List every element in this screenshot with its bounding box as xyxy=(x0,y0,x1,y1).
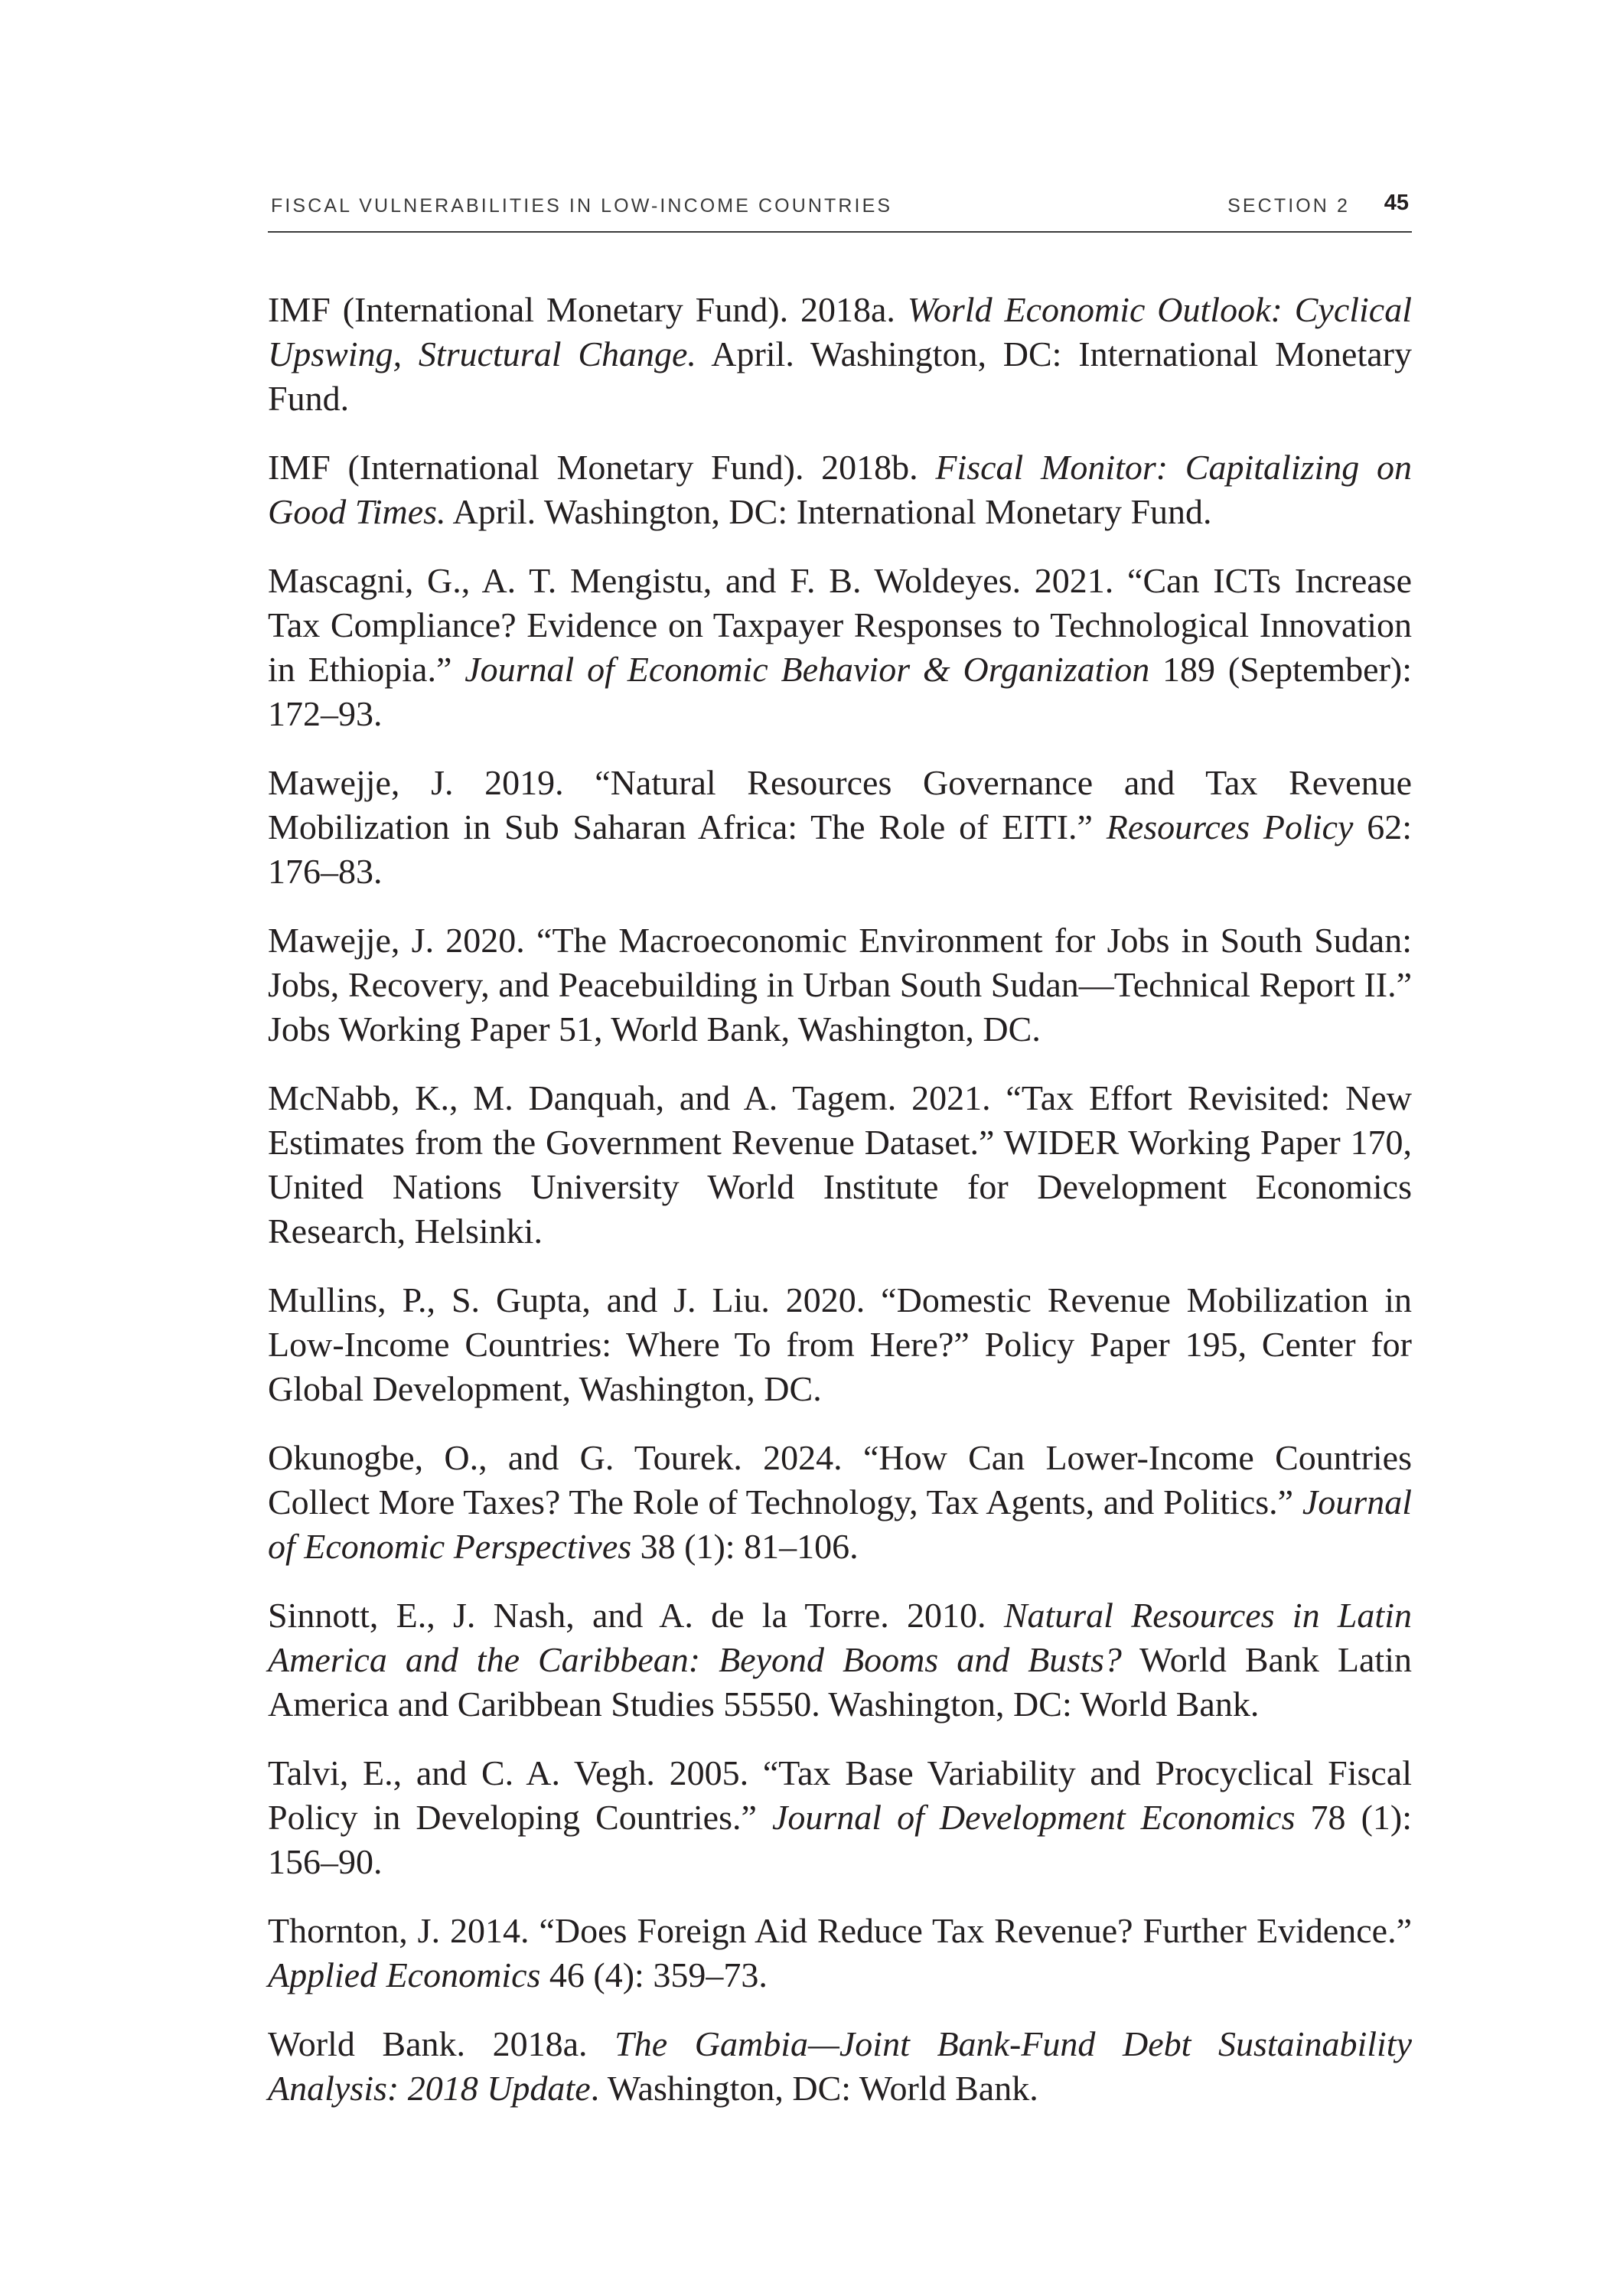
reference-title: Journal of Development Economics xyxy=(771,1798,1296,1837)
reference-entry xyxy=(268,1593,1412,1727)
reference-entry xyxy=(268,288,1412,421)
reference-details: 189 (September): 172–93. xyxy=(268,650,1412,733)
reference-entry xyxy=(268,445,1412,534)
reference-title: Applied Economics xyxy=(268,1955,541,1994)
reference-details: April. Washington, DC: International Monetary Fund. xyxy=(445,492,1212,531)
reference-text: World Bank. 2018a. xyxy=(268,2024,615,2063)
reference-text: Mullins, P., S. Gupta, and J. Liu. 2020. “Domestic Revenue Mobilization in Low-Income Countries: Where To from Here?” Policy Paper 195, Center for Global Development, Washington, DC. xyxy=(268,1280,1412,1408)
reference-title: The Gambia—Joint Bank-Fund Debt Sustainability Analysis: 2018 Update xyxy=(268,2024,1412,2108)
reference-title: Fiscal Monitor: Capitalizing on Good Times. xyxy=(268,448,1412,531)
reference-list xyxy=(268,288,1412,2135)
reference-entry xyxy=(268,1278,1412,1411)
reference-entry xyxy=(268,761,1412,894)
reference-details: 78 (1): 156–90. xyxy=(268,1798,1412,1881)
reference-details: April. Washington, DC: International Monetary Fund. xyxy=(268,334,1412,418)
reference-entry xyxy=(268,1076,1412,1254)
running-title: FISCAL VULNERABILITIES IN LOW-INCOME COUNTRIES xyxy=(271,195,893,217)
reference-title: World Economic Outlook: Cyclical Upswing, Structural Change. xyxy=(268,290,1412,373)
reference-entry xyxy=(268,1436,1412,1569)
reference-text: IMF (International Monetary Fund). 2018b. xyxy=(268,448,936,487)
reference-text: Okunogbe, O., and G. Tourek. 2024. “How Can Lower-Income Countries Collect More Taxes? The Role of Technology, Tax Agents, and Politics.” xyxy=(268,1438,1412,1521)
reference-text: Sinnott, E., J. Nash, and A. de la Torre. 2010. xyxy=(268,1596,1004,1635)
reference-text: Mawejje, J. 2019. “Natural Resources Governance and Tax Revenue Mobilization in Sub Saharan Africa: The Role of EITI.” xyxy=(268,763,1412,846)
reference-entry xyxy=(268,1909,1412,1998)
reference-title: Journal of Economic Perspectives xyxy=(268,1482,1412,1566)
page-number: 45 xyxy=(1384,191,1409,215)
reference-details: 38 (1): 81–106. xyxy=(631,1527,859,1566)
reference-text: Talvi, E., and C. A. Vegh. 2005. “Tax Base Variability and Procyclical Fiscal Policy in Developing Countries.” xyxy=(268,1753,1412,1837)
reference-text: Mascagni, G., A. T. Mengistu, and F. B. Woldeyes. 2021. “Can ICTs Increase Tax Compliance? Evidence on Taxpayer Responses to Technological Innovation in Ethiopia.” xyxy=(268,561,1412,689)
page-header xyxy=(268,181,1412,233)
reference-details: 62: 176–83. xyxy=(268,807,1413,891)
reference-text: Mawejje, J. 2020. “The Macroeconomic Environment for Jobs in South Sudan: Jobs, Recovery, and Peacebuilding in Urban South Sudan—Technical Report II.” Jobs Working Paper 51, World Bank, Washington, DC. xyxy=(268,921,1412,1049)
reference-entry xyxy=(268,559,1412,736)
reference-entry xyxy=(268,1751,1412,1884)
reference-text: Thornton, J. 2014. “Does Foreign Aid Reduce Tax Revenue? Further Evidence.” xyxy=(268,1911,1412,1950)
reference-entry xyxy=(268,2022,1412,2111)
reference-entry xyxy=(268,918,1412,1052)
reference-title: Resources Policy xyxy=(1106,807,1354,846)
reference-text: IMF (International Monetary Fund). 2018a. xyxy=(268,290,908,329)
section-label: SECTION 2 xyxy=(1227,195,1350,217)
reference-details: 46 (4): 359–73. xyxy=(540,1955,768,1994)
reference-text: McNabb, K., M. Danquah, and A. Tagem. 2021. “Tax Effort Revisited: New Estimates from the Government Revenue Dataset.” WIDER Working Paper 170, United Nations University World Institute for Development Economics Research, Helsinki. xyxy=(268,1078,1412,1251)
reference-details: . Washington, DC: World Bank. xyxy=(590,2069,1038,2108)
reference-title: Natural Resources in Latin America and the Caribbean: Beyond Booms and Busts? xyxy=(268,1596,1412,1679)
reference-title: Journal of Economic Behavior & Organization xyxy=(464,650,1150,689)
reference-details: World Bank Latin America and Caribbean Studies 55550. Washington, DC: World Bank. xyxy=(268,1640,1412,1724)
